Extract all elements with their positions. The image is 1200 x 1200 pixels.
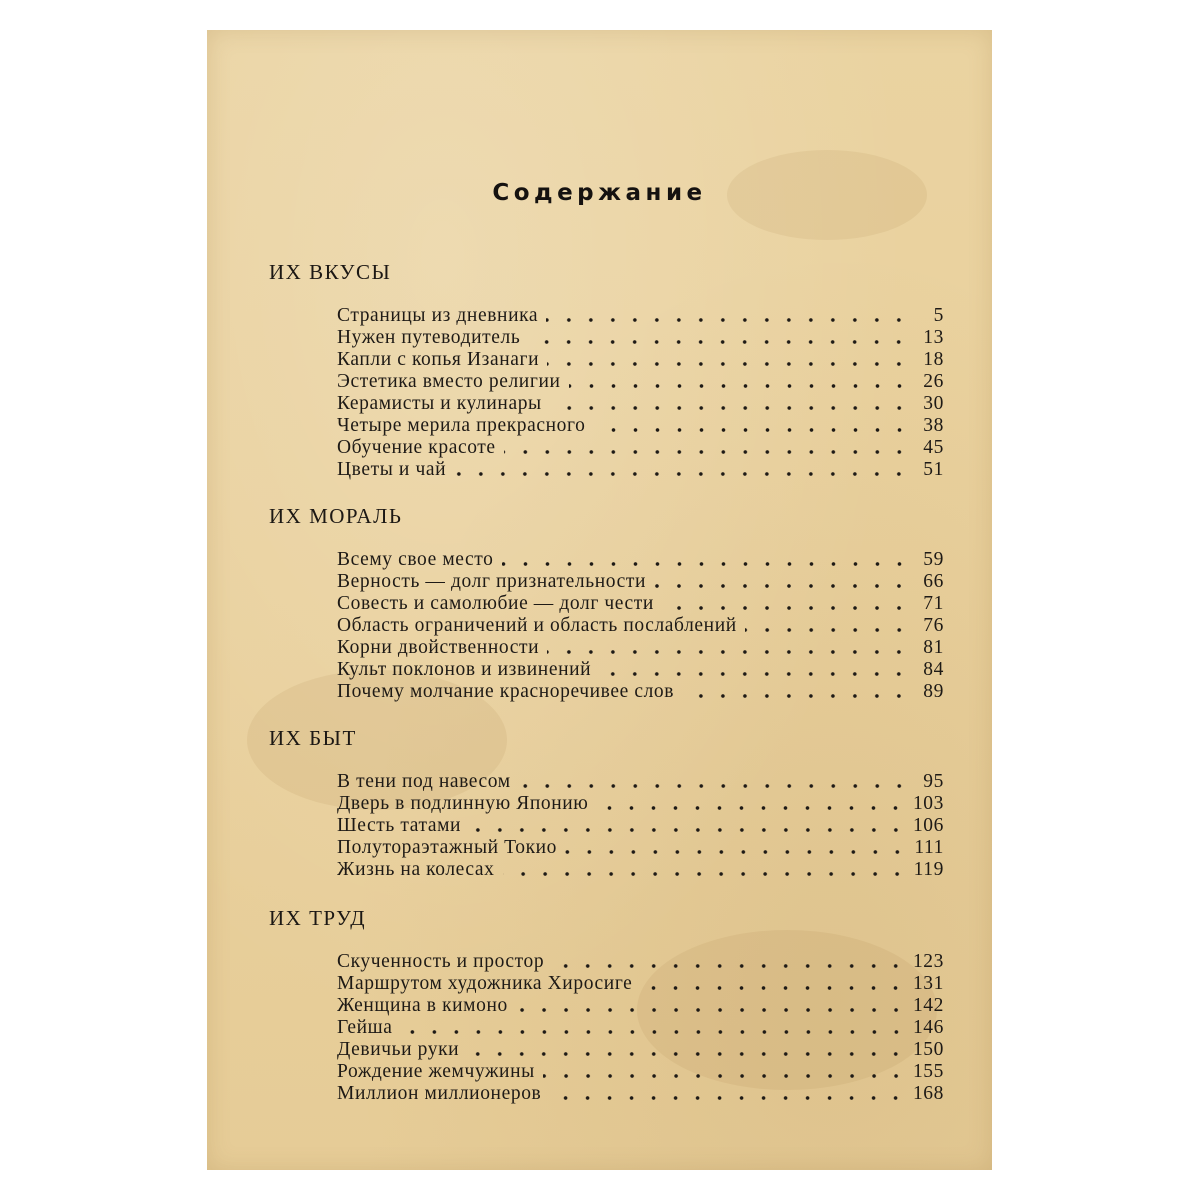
toc-entry[interactable] <box>337 972 944 996</box>
book-page <box>207 30 992 1170</box>
toc-entry[interactable] <box>337 1038 944 1062</box>
entry-title: Эстетика вместо религии <box>337 371 561 392</box>
entry-title: Корни двойственности <box>337 637 540 658</box>
entry-title: Нужен путеводитель <box>337 327 521 348</box>
entry-page: 26 <box>923 371 944 392</box>
toc-entry[interactable] <box>337 614 944 638</box>
toc-entry[interactable] <box>337 458 944 482</box>
entry-title: Жизнь на колесах <box>337 859 495 880</box>
dot-leader <box>599 671 910 677</box>
toc-entry[interactable] <box>337 994 944 1018</box>
entry-page: 146 <box>912 1017 944 1038</box>
entry-page: 18 <box>923 349 944 370</box>
entry-title: Верность — долг признательности <box>337 571 647 592</box>
entry-title: Женщина в кимоно <box>337 995 508 1016</box>
entry-title: Рождение жемчужины <box>337 1061 535 1082</box>
entry-title: Совесть и самолюбие — долг чести <box>337 593 654 614</box>
page-title: Содержание <box>492 180 707 206</box>
toc-entry[interactable] <box>337 680 944 704</box>
entry-title: Шесть татами <box>337 815 462 836</box>
entry-page: 142 <box>912 995 944 1016</box>
entry-title: Гейша <box>337 1017 393 1038</box>
dot-leader <box>503 871 908 877</box>
toc-entry[interactable] <box>337 858 944 882</box>
entry-page: 123 <box>912 951 944 972</box>
toc-entry[interactable] <box>337 370 944 394</box>
dot-leader <box>550 405 910 411</box>
entry-title: Культ поклонов и извинений <box>337 659 592 680</box>
section-heading: ИХ ТРУД <box>269 906 367 930</box>
dot-leader <box>502 561 910 567</box>
dot-leader <box>594 427 911 433</box>
dot-leader <box>543 1073 907 1079</box>
section-heading: ИХ МОРАЛЬ <box>269 504 403 528</box>
entry-page: 155 <box>912 1061 944 1082</box>
dot-leader <box>547 649 910 655</box>
entry-title: В тени под навесом <box>337 771 511 792</box>
dot-leader <box>519 783 910 789</box>
entry-page: 131 <box>912 973 944 994</box>
entry-title: Область ограничений и область послаблений <box>337 615 737 636</box>
dot-leader <box>454 471 910 477</box>
entry-page: 81 <box>923 637 944 658</box>
entry-page: 45 <box>923 437 944 458</box>
toc-entry[interactable] <box>337 414 944 438</box>
toc-entry[interactable] <box>337 950 944 974</box>
entry-page: 168 <box>912 1083 944 1104</box>
dot-leader <box>640 985 907 991</box>
entry-page: 51 <box>923 459 944 480</box>
toc-entry[interactable] <box>337 836 944 860</box>
dot-leader <box>549 1095 907 1101</box>
dot-leader <box>547 361 910 367</box>
entry-title: Капли с копья Изанаги <box>337 349 540 370</box>
entry-page: 71 <box>923 593 944 614</box>
entry-title: Керамисты и кулинары <box>337 393 542 414</box>
entry-title: Скученность и простор <box>337 951 545 972</box>
entry-page: 150 <box>912 1039 944 1060</box>
toc-entry[interactable] <box>337 326 944 350</box>
entry-page: 119 <box>913 859 944 880</box>
entry-title: Четыре мерила прекрасного <box>337 415 586 436</box>
dot-leader <box>401 1029 907 1035</box>
toc-entry[interactable] <box>337 658 944 682</box>
dot-leader <box>569 383 910 389</box>
entry-page: 106 <box>912 815 944 836</box>
entry-page: 13 <box>923 327 944 348</box>
entry-title: Цветы и чай <box>337 459 447 480</box>
toc-entry[interactable] <box>337 348 944 372</box>
toc-entry[interactable] <box>337 636 944 660</box>
entry-title: Маршрутом художника Хиросиге <box>337 973 633 994</box>
toc-entry[interactable] <box>337 548 944 572</box>
toc-entry[interactable] <box>337 792 944 816</box>
entry-title: Почему молчание красноречивее слов <box>337 681 675 702</box>
toc-entry[interactable] <box>337 770 944 794</box>
section-heading: ИХ БЫТ <box>269 726 357 750</box>
entry-page: 103 <box>912 793 944 814</box>
entry-page: 59 <box>923 549 944 570</box>
dot-leader <box>467 1051 907 1057</box>
dot-leader <box>596 805 906 811</box>
entry-title: Дверь в подлинную Японию <box>337 793 589 814</box>
entry-title: Полутораэтажный Токио <box>337 837 558 858</box>
entry-page: 5 <box>933 305 944 326</box>
toc-entry[interactable] <box>337 592 944 616</box>
entry-page: 95 <box>923 771 944 792</box>
toc-entry[interactable] <box>337 304 944 328</box>
entry-title: Страницы из дневника <box>337 305 539 326</box>
toc-entry[interactable] <box>337 1082 944 1106</box>
toc-entry[interactable] <box>337 436 944 460</box>
dot-leader <box>682 693 910 699</box>
dot-leader <box>552 963 907 969</box>
dot-leader <box>469 827 907 833</box>
entry-title: Миллион миллионеров <box>337 1083 542 1104</box>
entry-page: 111 <box>914 837 944 858</box>
entry-page: 38 <box>923 415 944 436</box>
dot-leader <box>504 449 910 455</box>
entry-page: 84 <box>923 659 944 680</box>
entry-page: 30 <box>923 393 944 414</box>
dot-leader <box>654 583 910 589</box>
entry-title: Обучение красоте <box>337 437 496 458</box>
toc-entry[interactable] <box>337 1016 944 1040</box>
dot-leader <box>662 605 910 611</box>
dot-leader <box>516 1007 907 1013</box>
section-heading: ИХ ВКУСЫ <box>269 260 392 284</box>
dot-leader <box>546 317 910 323</box>
dot-leader <box>528 339 910 345</box>
entry-title: Девичьи руки <box>337 1039 460 1060</box>
dot-leader <box>565 849 908 855</box>
toc-entry[interactable] <box>337 570 944 594</box>
toc-entry[interactable] <box>337 392 944 416</box>
entry-page: 66 <box>923 571 944 592</box>
toc-entry[interactable] <box>337 1060 944 1084</box>
toc-entry[interactable] <box>337 814 944 838</box>
dot-leader <box>745 627 910 633</box>
entry-page: 89 <box>923 681 944 702</box>
entry-page: 76 <box>923 615 944 636</box>
entry-title: Всему свое место <box>337 549 494 570</box>
